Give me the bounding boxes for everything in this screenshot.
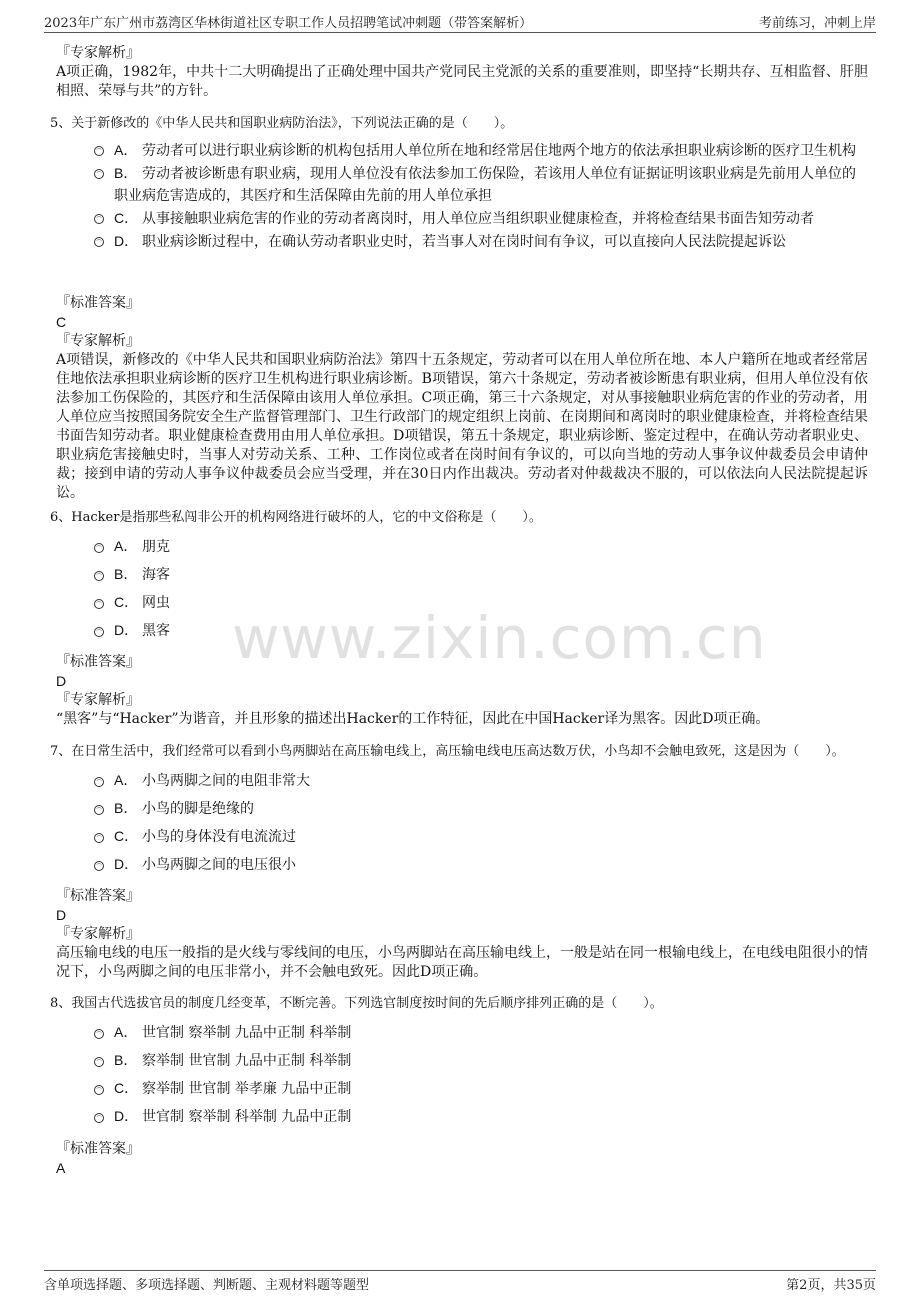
radio-button[interactable]	[94, 169, 104, 179]
option-a[interactable]: A． 小鸟两脚之间的电阻非常大	[56, 767, 868, 795]
expert-label: 『专家解析』	[56, 45, 140, 61]
radio-button[interactable]	[94, 1029, 104, 1039]
standard-answer-label: 『标准答案』	[56, 1141, 140, 1157]
option-a[interactable]: A． 劳动者可以进行职业病诊断的机构包括用人单位所在地和经常居住地两个地方的依法承担职业病诊断的医疗卫生机构	[56, 139, 868, 162]
radio-button[interactable]	[94, 146, 104, 156]
question-8	[50, 995, 868, 1131]
explanation-text: A项错误，新修改的《中华人民共和国职业病防治法》第四十五条规定，劳动者可以在用人单位所在地、本人户籍所在地或者经常居住地依法承担职业病诊断的医疗卫生机构进行职业病诊断。B项错误，第六十条规定，劳动者被诊断患有职业病，但用人单位没有依法参加工伤保险的，其医疗和生活保障由该用人单位承担。C项正确，第三十六条规定，对从事接触职业病危害的作业的劳动者，用人单位应当按照国务院安全生产监督管理部门、卫生行政部门的规定组织上岗前、在岗期间和离岗时的职业健康检查，并将检查结果书面告知劳动者。职业健康检查费用由用人单位承担。D项错误，第五十条规定，职业病诊断、鉴定过程中，在确认劳动者职业史、职业病危害接触史时，当事人对劳动关系、工种、工作岗位或者在岗时间有争议的，可以向当地的劳动人事争议仲裁委员会申请仲裁；接到申请的劳动人事争议仲裁委员会应当受理，并在30日内作出裁决。劳动者对仲裁裁决不服的，可以依法向人民法院提起诉讼。	[56, 352, 868, 501]
explanation-text: 高压输电线的电压一般指的是火线与零线间的电压，小鸟两脚站在高压输电线上，一般是站在同一根输电线上，在电线电阻很小的情况下，小鸟两脚之间的电压非常小，并不会触电致死。因此D项正确。	[56, 945, 868, 980]
question-stem: 7、在日常生活中，我们经常可以看到小鸟两脚站在高压输电线上，高压输电线电压高达数万伏，小鸟却不会触电致死，这是因为（ ）。	[50, 744, 845, 759]
option-c[interactable]: C． 察举制 世官制 举孝廉 九品中正制	[56, 1075, 868, 1103]
question-7-answer	[56, 887, 868, 982]
radio-button[interactable]	[94, 214, 104, 224]
answer-value: A	[56, 1160, 66, 1176]
standard-answer-label: 『标准答案』	[56, 295, 140, 311]
expert-label: 『专家解析』	[56, 692, 140, 708]
question-8-answer	[56, 1140, 868, 1178]
page-number: 第2页，共35页	[786, 1278, 876, 1293]
footer-note: 含单项选择题、多项选择题、判断题、主观材料题等题型	[44, 1278, 370, 1293]
prev-question-explanation	[56, 44, 868, 101]
radio-button[interactable]	[94, 1113, 104, 1123]
explanation-text: “黑客”与“Hacker”为谐音，并且形象的描述出Hacker的工作特征，因此在中国Hacker译为黑客。因此D项正确。	[56, 711, 770, 727]
standard-answer-label: 『标准答案』	[56, 654, 140, 670]
question-5-answer	[56, 294, 868, 503]
radio-button[interactable]	[94, 861, 104, 871]
expert-label: 『专家解析』	[56, 926, 140, 942]
radio-button[interactable]	[94, 833, 104, 843]
radio-button[interactable]	[94, 1057, 104, 1067]
radio-button[interactable]	[94, 543, 104, 553]
option-d[interactable]: D． 黑客	[56, 617, 868, 645]
option-b[interactable]: B． 海客	[56, 561, 868, 589]
option-d[interactable]: D． 小鸟两脚之间的电压很小	[56, 851, 868, 879]
question-stem: 5、关于新修改的《中华人民共和国职业病防治法》，下列说法正确的是（ ）。	[50, 116, 514, 131]
radio-button[interactable]	[94, 777, 104, 787]
watermark: www.zixin.com.cn	[232, 604, 767, 672]
option-a[interactable]: A． 朋克	[56, 533, 868, 561]
option-c[interactable]: C． 小鸟的身体没有电流流过	[56, 823, 868, 851]
explanation-text: A项正确，1982年，中共十二大明确提出了正确处理中国共产党同民主党派的关系的重要准则，即坚持“长期共存、互相监督、肝胆相照、荣辱与共”的方针。	[56, 64, 868, 99]
header-slogan: 考前练习，冲刺上岸	[758, 16, 876, 31]
answer-value: D	[56, 907, 67, 923]
option-a[interactable]: A． 世官制 察举制 九品中正制 科举制	[56, 1019, 868, 1047]
expert-label: 『专家解析』	[56, 333, 140, 349]
question-7	[50, 743, 868, 879]
page-footer	[44, 1270, 876, 1293]
question-stem: 8、我国古代选拔官员的制度几经变革，不断完善。下列选官制度按时间的先后顺序排列正确的是（ ）。	[50, 996, 663, 1011]
option-c[interactable]: C． 网虫	[56, 589, 868, 617]
question-5	[50, 115, 868, 253]
answer-value: D	[56, 673, 67, 689]
question-stem: 6、Hacker是指那些私闯非公开的机构网络进行破坏的人，它的中文俗称是（ ）。	[50, 510, 542, 525]
radio-button[interactable]	[94, 237, 104, 247]
option-c[interactable]: C． 从事接触职业病危害的作业的劳动者离岗时，用人单位应当组织职业健康检查，并将检查结果书面告知劳动者	[56, 207, 868, 230]
radio-button[interactable]	[94, 1085, 104, 1095]
radio-button[interactable]	[94, 571, 104, 581]
standard-answer-label: 『标准答案』	[56, 888, 140, 904]
answer-value: C	[56, 314, 67, 330]
option-b[interactable]: B． 小鸟的脚是绝缘的	[56, 795, 868, 823]
radio-button[interactable]	[94, 805, 104, 815]
option-d[interactable]: D． 职业病诊断过程中，在确认劳动者职业史时，若当事人对在岗时间有争议，可以直接向人民法院提起诉讼	[56, 230, 868, 253]
page-header	[44, 10, 876, 33]
radio-button[interactable]	[94, 599, 104, 609]
document-title: 2023年广东广州市荔湾区华林街道社区专职工作人员招聘笔试冲刺题（带答案解析）	[44, 16, 533, 31]
question-6-answer	[56, 653, 868, 729]
option-b[interactable]: B． 劳动者被诊断患有职业病，现用人单位没有依法参加工伤保险，若该用人单位有证据证明该职业病是先前用人单位的职业病危害造成的，其医疗和生活保障由先前的用人单位承担	[56, 162, 868, 207]
option-d[interactable]: D． 世官制 察举制 科举制 九品中正制	[56, 1103, 868, 1131]
question-6	[50, 509, 868, 645]
radio-button[interactable]	[94, 627, 104, 637]
option-b[interactable]: B． 察举制 世官制 九品中正制 科举制	[56, 1047, 868, 1075]
